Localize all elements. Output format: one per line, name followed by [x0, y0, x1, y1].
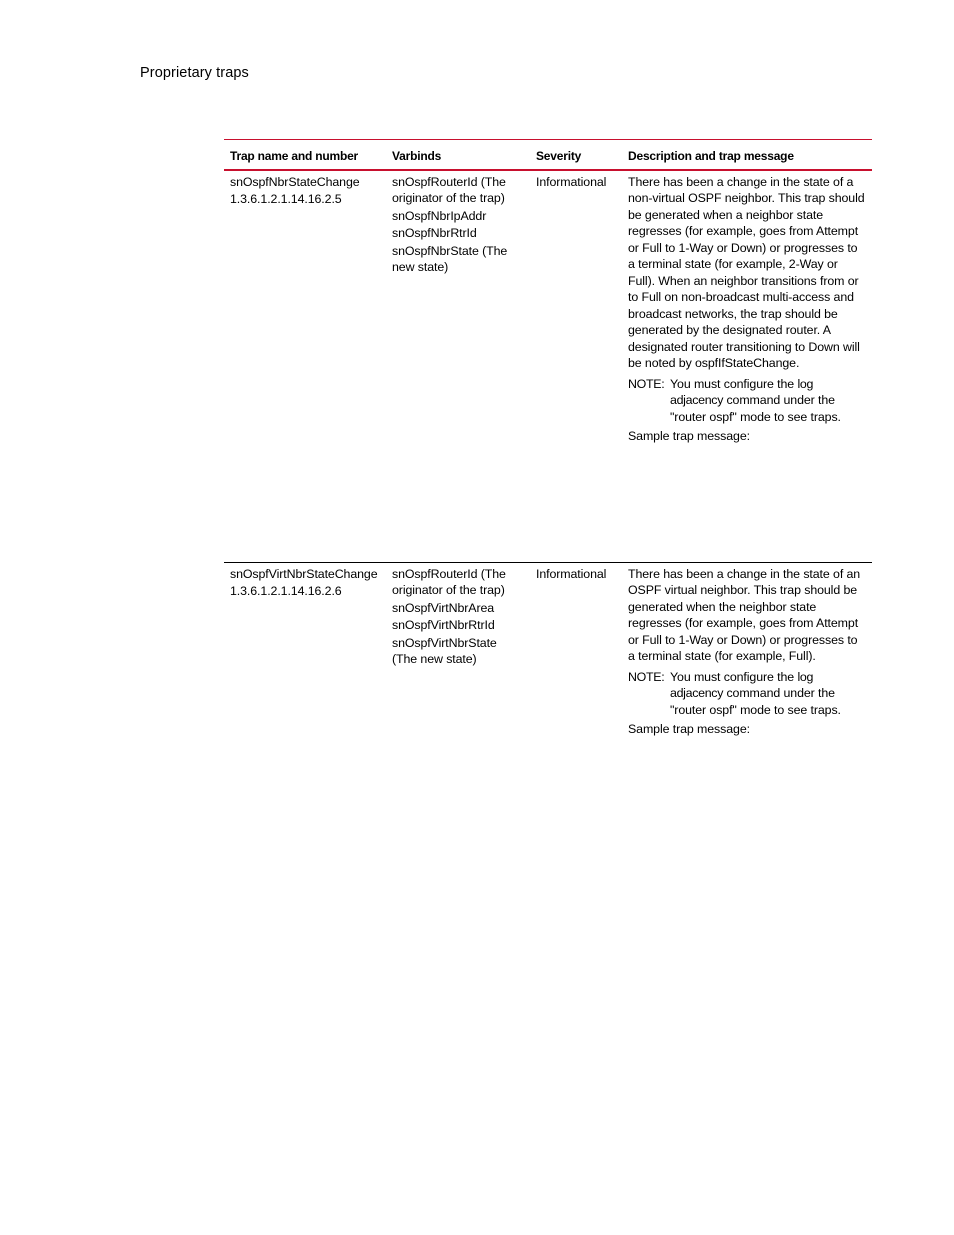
- varbinds-cell: [386, 170, 530, 563]
- sample-trap-label: Sample trap message:: [628, 722, 750, 736]
- trap-name-cell: [224, 170, 386, 563]
- varbind-item: snOspfRouterId (The originator of the trap): [392, 566, 506, 597]
- note-command: log adjacency: [670, 376, 814, 407]
- trap-name-cell: [224, 562, 386, 756]
- note-text: [670, 376, 866, 426]
- trap-number: 1.3.6.1.2.1.14.16.2.6: [230, 584, 342, 598]
- severity-value: Informational: [536, 174, 607, 189]
- severity-cell: [530, 562, 622, 756]
- severity-value: Informational: [536, 566, 607, 581]
- sample-trap-label: Sample trap message:: [628, 429, 750, 443]
- table-header-row: [224, 140, 872, 170]
- note-label: NOTE:: [628, 376, 665, 391]
- description-text: There has been a change in the state of a non-virtual OSPF neighbor. This trap should be generated when a neighbor state regresses (for example, goes from Attempt or Full to 1-Way or Down) or progresses to a terminal state (for example, 2-Way or Full). When an neighbor transitions from or to Full on non-broadcast multi-access and broadcast networks, the trap should be generated by the designated router. A designated router transitioning to Down will be noted by ospfIfStateChange.: [628, 174, 865, 370]
- varbind-item: snOspfNbrRtrId: [392, 226, 477, 240]
- varbind-item: snOspfNbrIpAddr: [392, 208, 487, 223]
- note-block: [628, 669, 866, 719]
- varbind-item: snOspfVirtNbrRtrId: [392, 618, 495, 632]
- note-prefix: You must configure the: [670, 669, 798, 684]
- table-row: [224, 170, 872, 563]
- description-cell: [622, 562, 872, 756]
- trap-name: snOspfVirtNbrStateChange: [230, 566, 378, 581]
- varbind-item: snOspfVirtNbrArea: [392, 600, 495, 615]
- note-block: [628, 376, 866, 426]
- varbind-item: snOspfVirtNbrState (The new state): [392, 635, 497, 666]
- proprietary-traps-table: [224, 139, 872, 756]
- trap-number: 1.3.6.1.2.1.14.16.2.5: [230, 192, 342, 206]
- column-header-severity: Severity: [530, 140, 622, 170]
- varbind-item: snOspfNbrState (The new state): [392, 243, 508, 274]
- column-header-varbinds: Varbinds: [386, 140, 530, 170]
- note-command: log adjacency: [670, 669, 814, 700]
- description-cell: [622, 170, 872, 563]
- note-prefix: You must configure the: [670, 376, 798, 391]
- table-header: [224, 140, 872, 170]
- trap-name: snOspfNbrStateChange: [230, 174, 360, 189]
- description-text: There has been a change in the state of an OSPF virtual neighbor. This trap should be generated when the neighbor state regresses (for example, goes from Attempt or Full to 1-Way or Down) or progresses to a terminal state (for example, Full).: [628, 566, 861, 663]
- note-text: [670, 669, 866, 719]
- column-header-trap-name: Trap name and number: [224, 140, 386, 170]
- severity-cell: [530, 170, 622, 563]
- varbinds-cell: [386, 562, 530, 756]
- table-row: [224, 562, 872, 756]
- note-suffix: command under the "router ospf" mode to see traps.: [670, 686, 841, 717]
- running-header: Proprietary traps: [140, 65, 249, 81]
- column-header-description: Description and trap message: [622, 140, 872, 170]
- note-suffix: command under the "router ospf" mode to see traps.: [670, 393, 841, 424]
- varbind-item: snOspfRouterId (The originator of the trap): [392, 174, 506, 205]
- note-label: NOTE:: [628, 669, 665, 684]
